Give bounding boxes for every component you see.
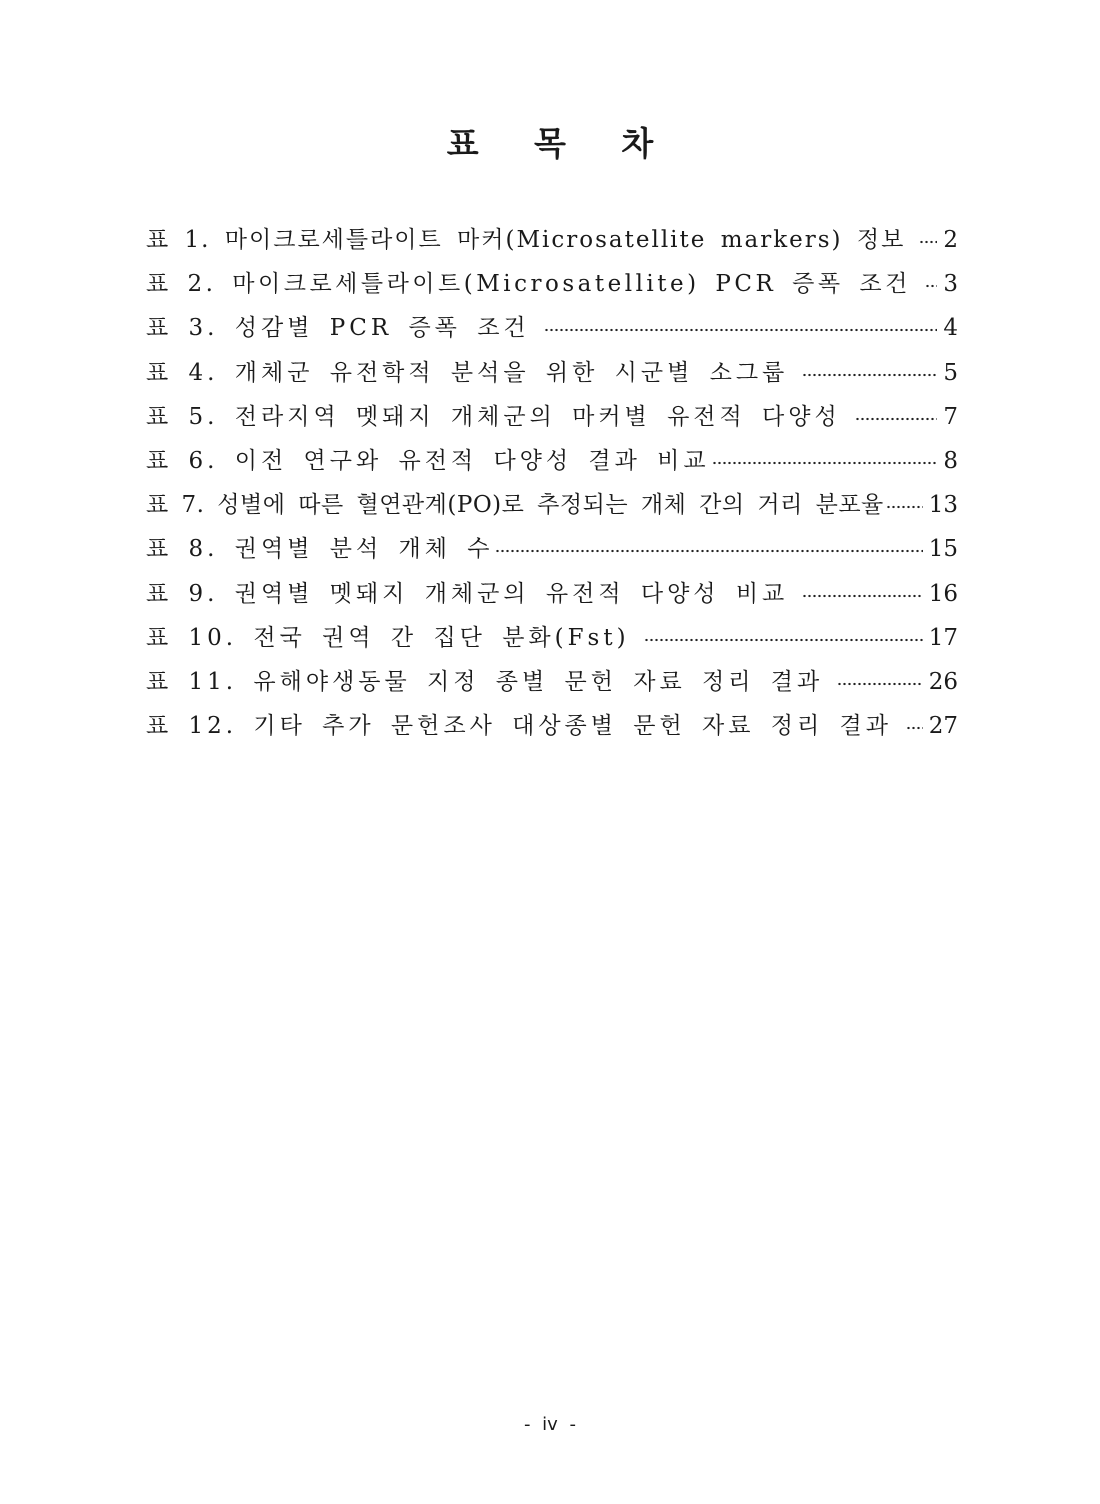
toc-entry-label: 표 2. 마이크로세틀라이트(Microsatellite) PCR 증폭 조건 xyxy=(146,271,911,298)
toc-entry-label: 표 10. 전국 권역 간 집단 분화(Fst) xyxy=(146,624,630,651)
toc-entry-page: 2 xyxy=(943,227,958,253)
toc-entry[interactable] xyxy=(146,663,958,707)
toc-entry-label: 표 12. 기타 추가 문헌조사 대상종별 문헌 자료 정리 결과 xyxy=(146,713,892,740)
toc-entry[interactable] xyxy=(146,221,958,265)
toc-entry-page: 17 xyxy=(928,624,958,651)
toc-entry-label: 표 7. 성별에 따른 혈연관계(PO)로 추정되는 개체 간의 거리 분포율 xyxy=(146,492,884,519)
toc-entry-label: 표 6. 이전 연구와 유전적 다양성 결과 비교 xyxy=(146,447,710,474)
toc-entry-page: 5 xyxy=(943,359,958,386)
toc-entry-page: 8 xyxy=(943,447,958,474)
toc-entry-page: 3 xyxy=(943,271,958,298)
toc-leader-dots xyxy=(495,548,922,554)
toc-leader-dots xyxy=(644,637,923,643)
toc-entry-label: 표 11. 유해야생동물 지정 종별 문헌 자료 정리 결과 xyxy=(146,668,824,695)
toc-leader-dots xyxy=(837,681,923,687)
toc-entry[interactable] xyxy=(146,575,958,619)
toc-leader-dots xyxy=(802,372,937,378)
toc-entry-page: 13 xyxy=(928,492,958,519)
toc-entry[interactable] xyxy=(146,309,958,353)
toc-entry-page: 26 xyxy=(928,668,958,695)
toc-leader-dots xyxy=(544,327,938,333)
toc-entry-page: 4 xyxy=(943,315,958,342)
toc-entry-label: 표 1. 마이크로세틀라이트 마커(Microsatellite markers) 정보 xyxy=(146,227,906,253)
toc-entry-page: 15 xyxy=(928,536,958,563)
toc-entry-label: 표 4. 개체군 유전학적 분석을 위한 시군별 소그룹 xyxy=(146,359,789,386)
toc-leader-dots xyxy=(886,504,923,510)
toc-entry-page: 27 xyxy=(928,713,958,740)
toc-entry[interactable] xyxy=(146,442,958,486)
page-title: 표 목 차 xyxy=(446,124,676,163)
table-of-contents xyxy=(146,221,958,751)
toc-entry-label: 표 8. 권역별 분석 개체 수 xyxy=(146,536,494,563)
toc-entry[interactable] xyxy=(146,486,958,530)
toc-leader-dots xyxy=(712,460,938,466)
toc-leader-dots xyxy=(925,283,938,289)
toc-leader-dots xyxy=(919,239,937,245)
toc-entry[interactable] xyxy=(146,707,958,751)
toc-entry[interactable] xyxy=(146,354,958,398)
toc-entry-label: 표 5. 전라지역 멧돼지 개체군의 마커별 유전적 다양성 xyxy=(146,403,841,430)
toc-entry[interactable] xyxy=(146,530,958,574)
toc-leader-dots xyxy=(855,416,938,422)
toc-entry[interactable] xyxy=(146,619,958,663)
toc-leader-dots xyxy=(802,593,922,599)
toc-entry[interactable] xyxy=(146,265,958,309)
toc-leader-dots xyxy=(906,725,923,731)
toc-entry-label: 표 3. 성감별 PCR 증폭 조건 xyxy=(146,315,530,342)
page-number: - iv - xyxy=(523,1414,577,1435)
toc-entry-label: 표 9. 권역별 멧돼지 개체군의 유전적 다양성 비교 xyxy=(146,580,789,607)
toc-entry-page: 16 xyxy=(928,580,958,607)
toc-entry[interactable] xyxy=(146,398,958,442)
toc-entry-page: 7 xyxy=(943,403,958,430)
